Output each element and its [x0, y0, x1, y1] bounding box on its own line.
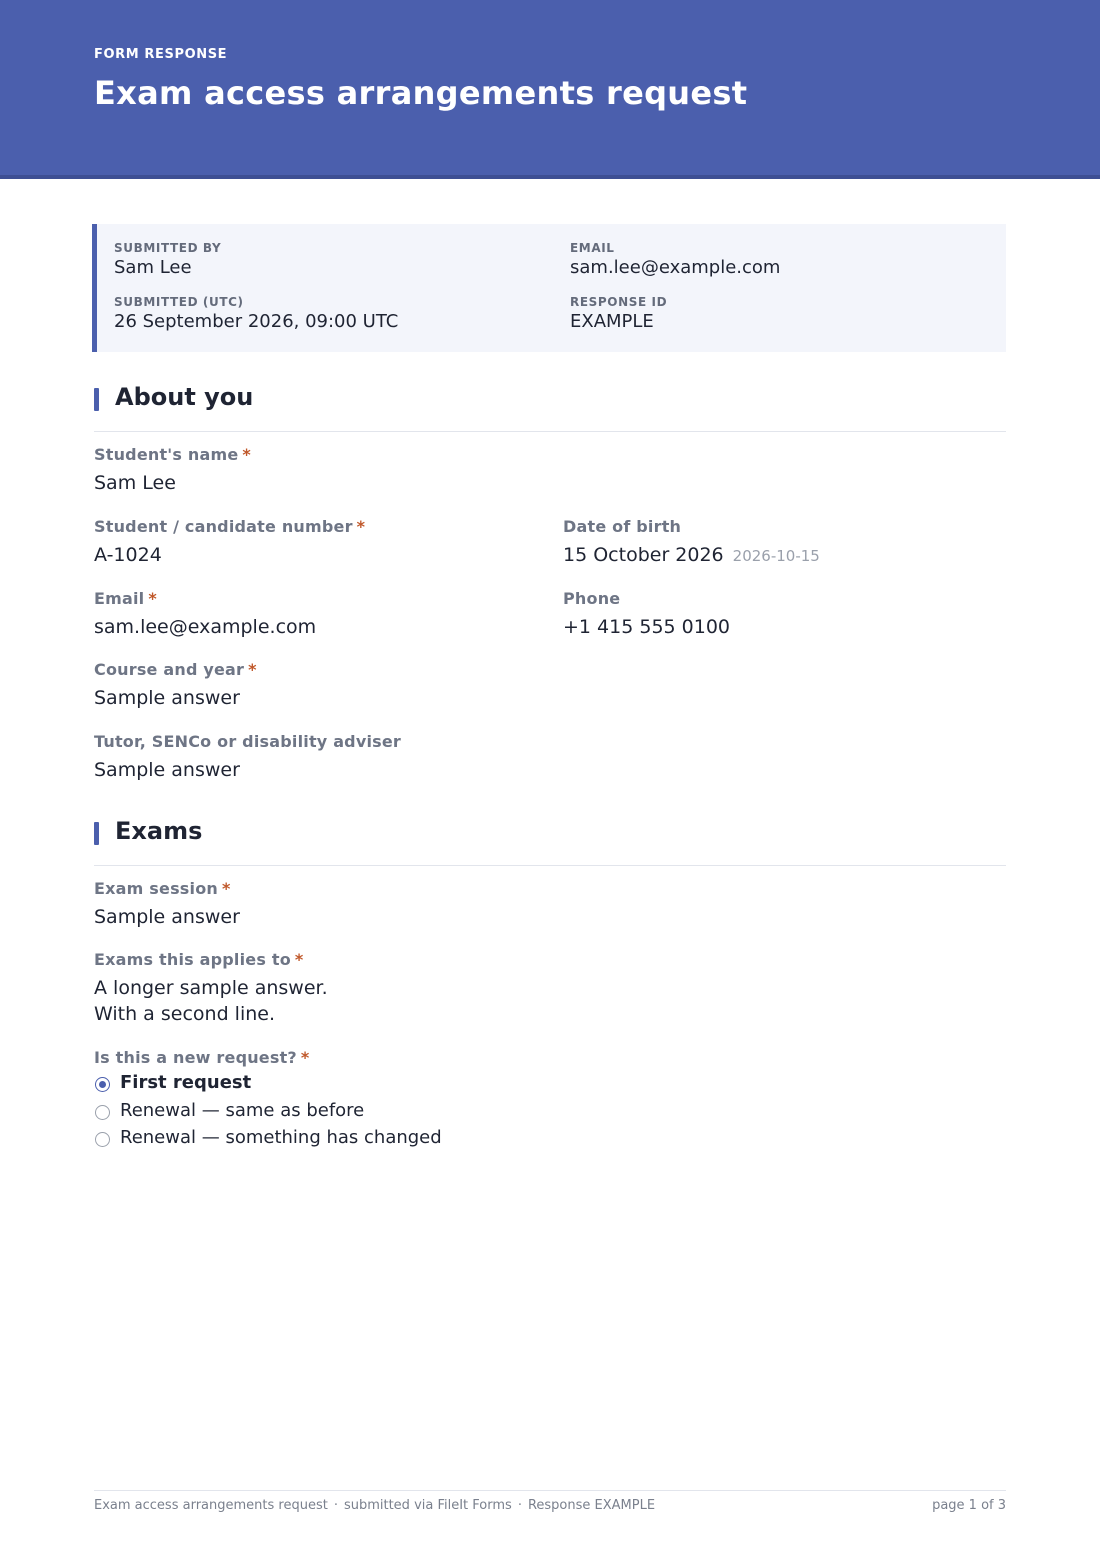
radio-option-label: First request	[120, 1072, 252, 1093]
meta-label: SUBMITTED (UTC)	[114, 295, 244, 309]
radio-option-label: Renewal — same as before	[120, 1099, 365, 1121]
field-label-text: Student's name	[94, 445, 239, 464]
required-marker: *	[248, 660, 257, 679]
field-value: Sample answer	[94, 687, 240, 709]
radio-selected-icon[interactable]	[95, 1077, 110, 1092]
field-candidate-number	[94, 517, 365, 568]
meta-value: sam.lee@example.com	[570, 257, 781, 278]
field-label	[94, 879, 240, 898]
meta-email	[570, 241, 780, 278]
footer-response: Response EXAMPLE	[527, 1498, 656, 1513]
field-label	[94, 517, 365, 536]
field-label: Date of birth	[563, 517, 682, 536]
field-label	[94, 660, 257, 679]
answer-line: A longer sample answer.	[94, 977, 328, 999]
field-label-text: Course and year	[94, 660, 245, 679]
field-label-text: Email	[94, 589, 145, 608]
section-title: About you	[115, 383, 254, 411]
field-value: +1 415 555 0100	[563, 616, 731, 638]
form-title: Exam access arrangements request	[94, 74, 748, 112]
meta-submitted-by	[114, 241, 221, 278]
field-value: Sample answer	[94, 906, 240, 928]
field-label	[94, 950, 328, 969]
radio-unselected-icon[interactable]	[95, 1132, 110, 1147]
meta-value: 26 September 2026, 09:00 UTC	[114, 311, 399, 332]
field-email	[94, 589, 316, 640]
required-marker: *	[221, 879, 231, 898]
meta-label: SUBMITTED BY	[114, 241, 222, 255]
section-header-about	[94, 383, 1006, 432]
footer-separator: ·	[333, 1498, 338, 1513]
section-accent-bar	[94, 822, 99, 845]
field-label-text: Is this a new request?	[94, 1048, 297, 1067]
meta-label: RESPONSE ID	[570, 295, 668, 309]
footer-page-number: page 1 of 3	[932, 1498, 1006, 1513]
field-date-of-birth	[563, 517, 820, 569]
field-course-year	[94, 660, 257, 711]
field-student-name	[94, 445, 251, 496]
date-iso: 2026-10-15	[732, 547, 820, 565]
meta-response-id	[570, 295, 667, 332]
footer-form-name: Exam access arrangements request	[94, 1498, 328, 1513]
submission-meta-box	[92, 224, 1006, 352]
form-eyebrow: FORM RESPONSE	[94, 47, 228, 62]
field-label-text: Exams this applies to	[94, 950, 291, 969]
field-exam-session	[94, 879, 240, 930]
form-header	[0, 0, 1100, 179]
meta-submitted-utc	[114, 295, 398, 332]
field-exams-applies	[94, 950, 328, 1027]
meta-value: Sam Lee	[114, 257, 192, 278]
radio-unselected-icon[interactable]	[95, 1105, 110, 1120]
radio-option-label: Renewal — something has changed	[120, 1127, 442, 1148]
field-value	[94, 975, 328, 1027]
field-value: Sample answer	[94, 759, 240, 781]
answer-line: With a second line.	[94, 1003, 275, 1025]
section-header-exams	[94, 817, 1006, 866]
field-label-text: Exam session	[94, 879, 218, 898]
field-label: Phone	[563, 589, 621, 608]
field-new-request	[94, 1048, 310, 1067]
required-marker: *	[242, 445, 251, 464]
field-value: A-1024	[94, 544, 162, 566]
date-formatted: 15 October 2026	[563, 544, 724, 566]
footer-submitted-via: submitted via FileIt Forms	[343, 1498, 512, 1513]
field-label	[94, 445, 251, 464]
field-label-text: Student / candidate number	[94, 517, 353, 536]
field-adviser	[94, 732, 401, 783]
required-marker: *	[300, 1048, 310, 1067]
required-marker: *	[356, 517, 366, 536]
field-label	[94, 1048, 310, 1067]
field-phone	[563, 589, 730, 640]
section-title: Exams	[115, 817, 203, 845]
field-label	[94, 589, 316, 608]
field-value	[563, 542, 820, 569]
field-value: Sam Lee	[94, 472, 176, 494]
required-marker: *	[148, 589, 157, 608]
section-accent-bar	[94, 388, 99, 411]
meta-value: EXAMPLE	[570, 311, 654, 332]
field-value: sam.lee@example.com	[94, 616, 317, 638]
footer-separator: ·	[517, 1498, 522, 1513]
field-label: Tutor, SENCo or disability adviser	[94, 732, 402, 751]
required-marker: *	[294, 950, 304, 969]
footer-info	[94, 1498, 655, 1513]
footer-divider	[94, 1490, 1006, 1491]
meta-label: EMAIL	[570, 241, 615, 255]
